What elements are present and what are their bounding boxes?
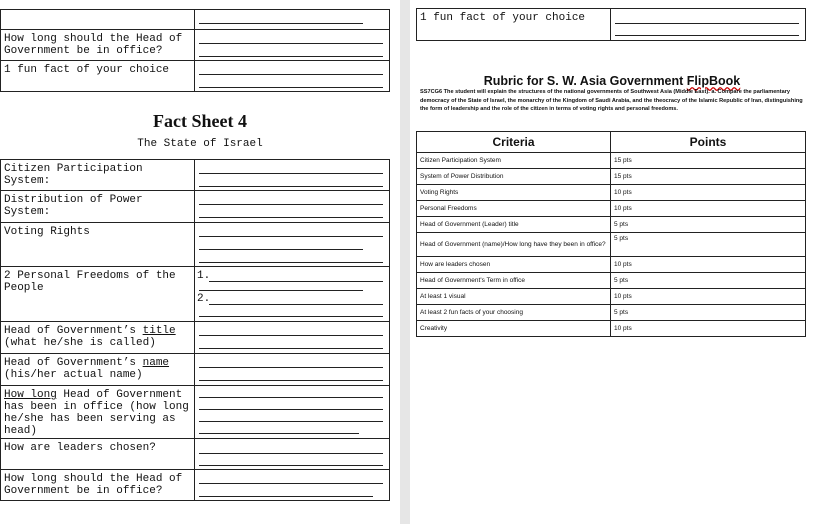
rubric-points: 15 pts — [611, 169, 806, 185]
rubric-points: 5 pts — [611, 233, 806, 257]
left-top-table — [0, 9, 390, 92]
voting-rights-answer[interactable] — [195, 223, 390, 267]
rubric-criteria: Creativity — [417, 321, 611, 337]
rubric-title-flipbook: FlipBook — [686, 74, 741, 88]
fact-sheet-table — [0, 159, 390, 501]
leader-title-answer[interactable] — [195, 322, 390, 354]
rubric-criteria: Personal Freedoms — [417, 201, 611, 217]
rubric-points: 10 pts — [611, 185, 806, 201]
leader-name-text: Head of Government’s — [4, 357, 143, 369]
rubric-standard: SS7CG6 The student will explain the structures of the national governments of Southwest Asia (Middle East). a. Compare the parliamentary democracy of the State of Israel, the monarchy of the Kingdom of Saudi Arabia, and the theocracy of the Islamic Republic of Iran, distinguishing the form of leadership and the role of the citizen in terms of voting rights and personal freedoms. — [420, 89, 803, 112]
fact-sheet-subtitle: The State of Israel — [137, 138, 263, 150]
office-term-answer[interactable] — [195, 30, 390, 61]
freedom-number-2: 2. — [197, 293, 211, 305]
personal-freedoms-answer[interactable] — [195, 267, 390, 322]
term-length-label: How long should the Head of Government be in office? — [1, 470, 195, 501]
top-row-label — [1, 10, 195, 30]
leaders-chosen-label: How are leaders chosen? — [1, 439, 195, 470]
rubric-title — [410, 74, 814, 88]
rubric-criteria: System of Power Distribution — [417, 169, 611, 185]
rubric-points: 10 pts — [611, 321, 806, 337]
rubric-points: 5 pts — [611, 273, 806, 289]
rubric-criteria: At least 1 visual — [417, 289, 611, 305]
rubric-criteria — [417, 185, 611, 201]
right-fun-fact-label: 1 fun fact of your choice — [417, 9, 611, 41]
leader-name-label — [1, 354, 195, 386]
right-top-table — [416, 8, 806, 41]
voting-rights-criteria: Voting Rights — [420, 188, 459, 196]
voting-rights-label: Voting Rights — [1, 223, 195, 267]
points-header: Points — [611, 132, 806, 153]
leader-title-emphasis: title — [142, 325, 176, 337]
page-gap — [400, 0, 410, 524]
distribution-of-power-label: Distribution of Power System: — [1, 191, 195, 223]
rubric-criteria: How are leaders chosen — [417, 257, 611, 273]
distribution-of-power-answer[interactable] — [195, 191, 390, 223]
time-in-office-emphasis: How long — [4, 389, 57, 401]
rubric-points: 10 pts — [611, 257, 806, 273]
rubric-criteria: Head of Government (Leader) title — [417, 217, 611, 233]
leaders-chosen-answer[interactable] — [195, 439, 390, 470]
fact-sheet-title: Fact Sheet 4 — [153, 111, 247, 131]
rubric-table — [416, 131, 806, 337]
rubric-points: 5 pts — [611, 305, 806, 321]
left-page — [0, 0, 400, 524]
fun-fact-label: 1 fun fact of your choice — [1, 61, 195, 92]
citizen-participation-label: Citizen Participation System: — [1, 160, 195, 191]
rubric-points: 10 pts — [611, 201, 806, 217]
leader-title-label — [1, 322, 195, 354]
citizen-participation-answer[interactable] — [195, 160, 390, 191]
office-term-label: How long should the Head of Government be in office? — [1, 30, 195, 61]
leader-name-note: (his/her actual name) — [4, 369, 143, 381]
rubric-points: 10 pts — [611, 289, 806, 305]
leader-title-note: (what he/she is called) — [4, 337, 156, 349]
time-in-office-label — [1, 386, 195, 439]
right-fun-fact-answer[interactable] — [611, 9, 806, 41]
rubric-criteria: Head of Government (name)/How long have they been in office? — [417, 233, 611, 257]
criteria-header: Criteria — [417, 132, 611, 153]
personal-freedoms-label: 2 Personal Freedoms of the People — [1, 267, 195, 322]
leader-name-emphasis: name — [142, 357, 170, 369]
time-in-office-answer[interactable] — [195, 386, 390, 439]
time-in-office-text: Head of Government has been in office (how long he/she has been serving as head) — [4, 389, 189, 437]
rubric-points: 5 pts — [611, 217, 806, 233]
fun-fact-answer[interactable] — [195, 61, 390, 92]
term-length-answer[interactable] — [195, 470, 390, 501]
rubric-criteria: Citizen Participation System — [417, 153, 611, 169]
freedom-number-1: 1. — [197, 270, 211, 282]
rubric-points: 15 pts — [611, 153, 806, 169]
rubric-criteria: At least 2 fun facts of your choosing — [417, 305, 611, 321]
rubric-title-text: Rubric for S. W. Asia Government — [483, 74, 687, 88]
right-page — [410, 0, 814, 524]
leader-title-text: Head of Government’s — [4, 325, 143, 337]
rubric-criteria: Head of Government's Term in office — [417, 273, 611, 289]
leader-name-answer[interactable] — [195, 354, 390, 386]
top-row-answer[interactable] — [195, 10, 390, 30]
